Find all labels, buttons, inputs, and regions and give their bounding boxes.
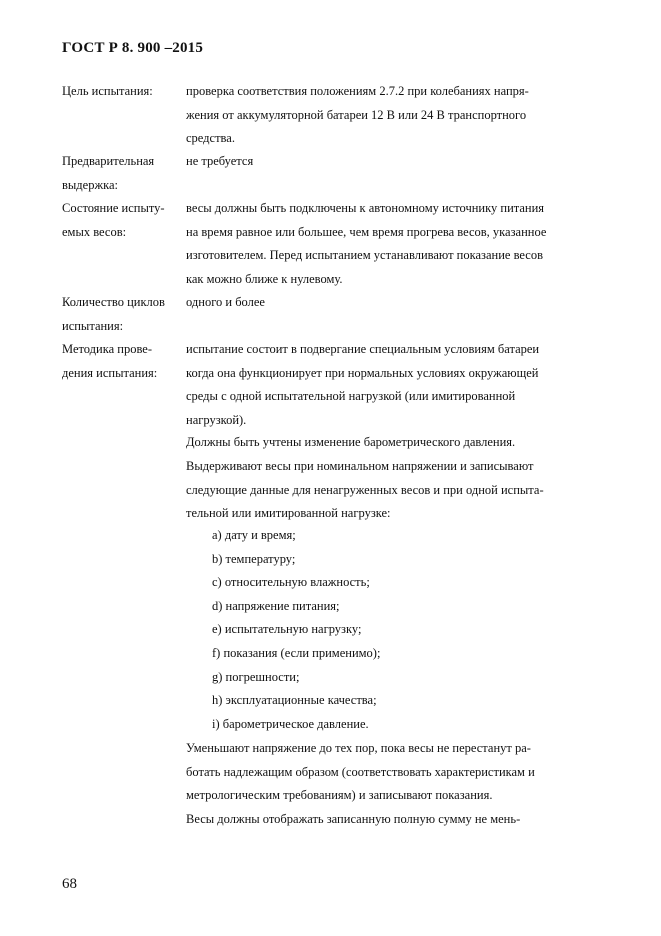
- list-item: e) испытательную нагрузку;: [212, 622, 362, 637]
- field-value: не требуется: [186, 154, 254, 168]
- paragraph-display-requirement: Весы должны отображать записанную полную сумму не мень-: [186, 812, 521, 826]
- list-item: f) показания (если применимо);: [212, 645, 381, 660]
- list-item: b) температуру;: [212, 551, 296, 566]
- document-header: ГОСТ Р 8. 900 –2015: [62, 40, 204, 56]
- recorded-data-list: [212, 524, 380, 736]
- list-item: d) напряжение питания;: [212, 598, 340, 613]
- list-item: a) дату и время;: [212, 528, 296, 542]
- field-label: Количество циклов испытания:: [62, 295, 165, 333]
- list-item: c) относительную влажность;: [212, 575, 370, 590]
- field-label: Состояние испыту- емых весов:: [62, 201, 165, 239]
- paragraph-record-data: Выдерживают весы при номинальном напряжении и записывают следующие данные для ненагруженных весов и при одной испыта- тельной или имитированной нагрузке:: [186, 459, 544, 520]
- field-label: Методика прове- дения испытания:: [62, 342, 158, 380]
- paragraph-reduce-voltage: Уменьшают напряжение до тех пор, пока весы не перестанут ра- ботать надлежащим образом (соответствовать характеристикам и метрологическим требованиям) и записывают показания.: [186, 741, 535, 802]
- field-value: испытание состоит в подвергание специальным условиям батареи когда она функционирует при нормальных условиях окружающей среды с одной испытательной нагрузкой (или имитированной нагрузкой).: [186, 342, 540, 427]
- list-item: g) погрешности;: [212, 669, 300, 684]
- list-item: h) эксплуатационные качества;: [212, 693, 377, 708]
- list-item: i) барометрическое давление.: [212, 716, 369, 731]
- field-label: Цель испытания:: [62, 84, 153, 98]
- field-value: весы должны быть подключены к автономному источнику питания на время равное или большее, чем время прогрева весов, указанное изготовителем. Перед испытанием устанавливают показание весов как можно ближе к нулевому.: [186, 201, 547, 286]
- field-value: одного и более: [186, 295, 265, 309]
- field-value: проверка соответствия положениям 2.7.2 при колебаниях напря- жения от аккумуляторной батареи 12 В или 24 В транспортного средства.: [186, 84, 529, 145]
- paragraph-barometric: Должны быть учтены изменение барометрического давления.: [186, 435, 516, 449]
- field-label: Предварительная выдержка:: [62, 154, 155, 192]
- page-number: 68: [62, 876, 77, 892]
